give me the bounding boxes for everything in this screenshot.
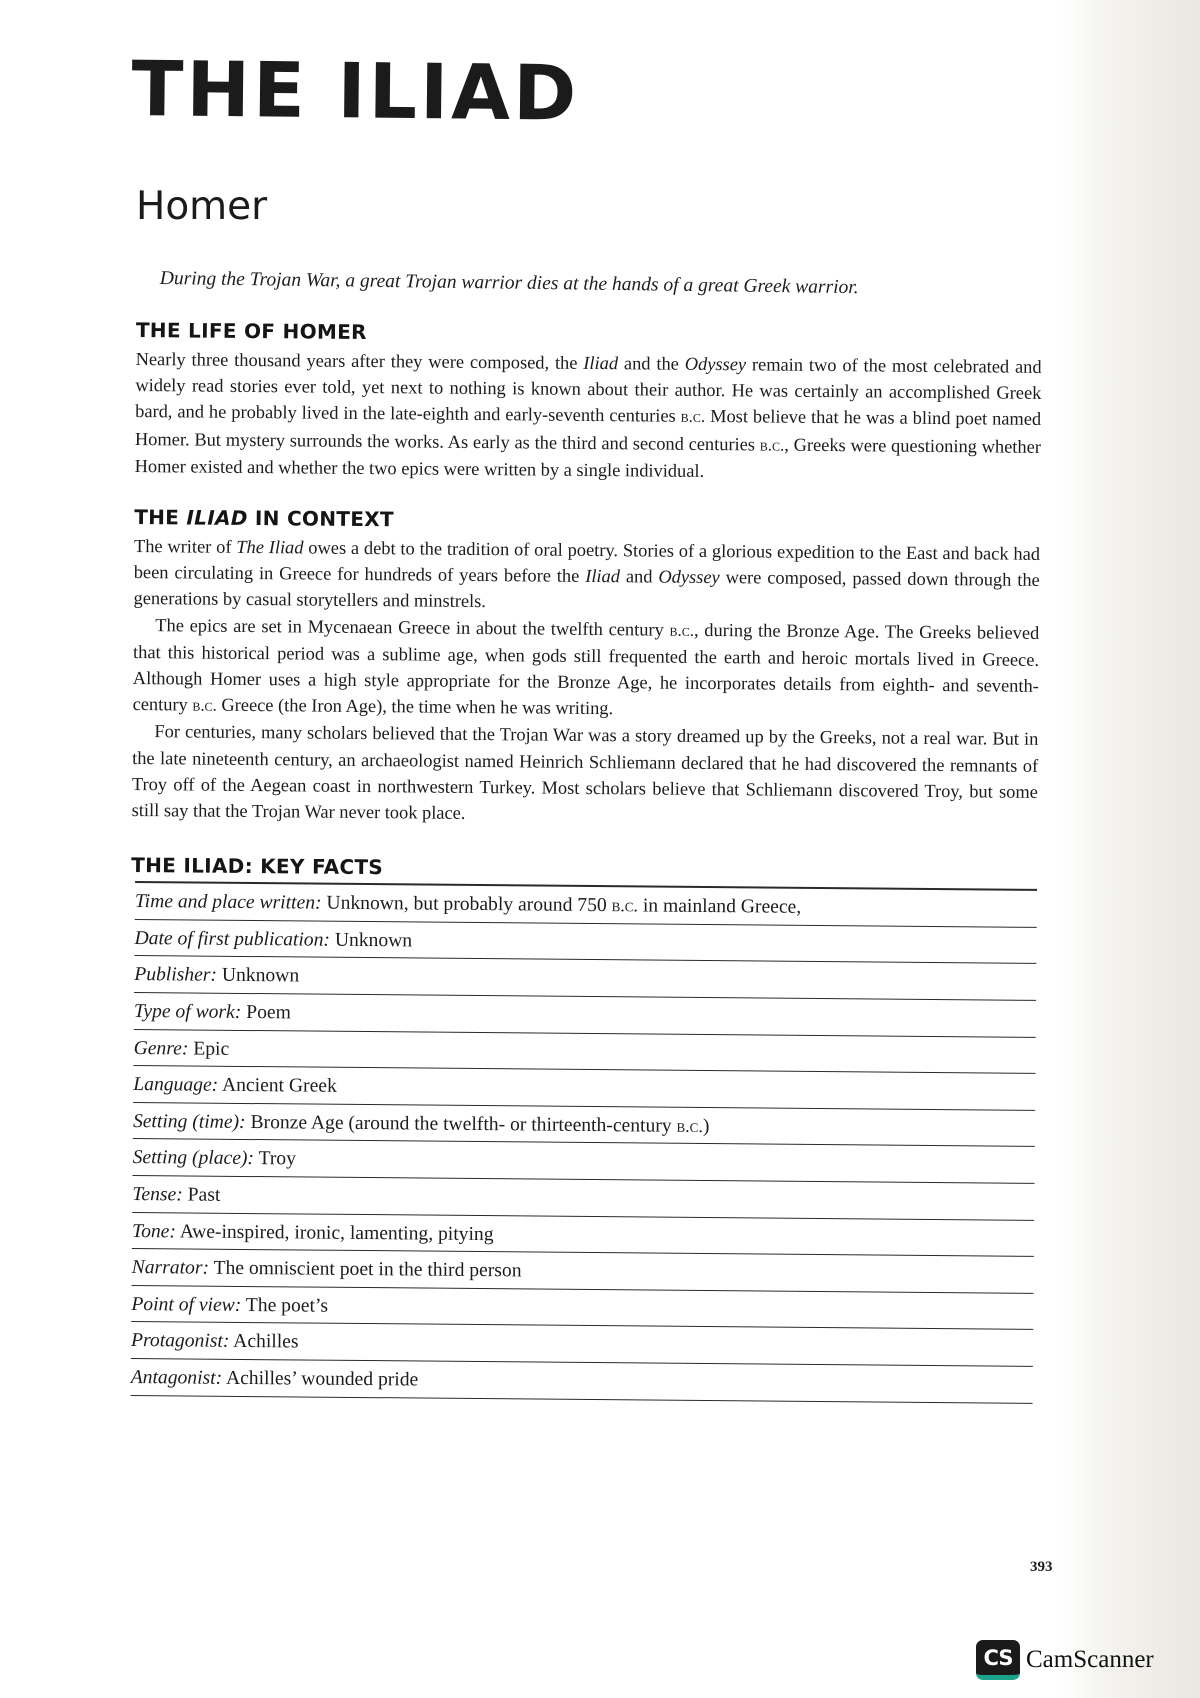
- key-fact-label: Date of first publication:: [134, 927, 331, 951]
- iliad-in-context-heading: THE ILIAD IN CONTEXT: [134, 505, 394, 532]
- key-fact-label: Language:: [133, 1074, 219, 1096]
- key-fact-value: Awe-inspired, ironic, lamenting, pitying: [175, 1220, 494, 1245]
- main-content: [127, 318, 1042, 1403]
- key-facts-heading: THE ILIAD: KEY FACTS: [131, 853, 384, 880]
- context-paragraph-3: For centuries, many scholars believed that the Trojan War was a story dreamed up by the Greeks, not a real war. But in the late nineteenth century, an archaeologist named Heinrich Schliemann declared that he had discovered the remnants of Troy off of the Aegean coast in northwestern Turkey. Most scholars believe that Schliemann discovered Troy, but some still say that the Trojan War never took place.: [131, 721, 1039, 823]
- key-fact-value: Poem: [241, 1001, 291, 1024]
- key-fact-label: Genre:: [133, 1037, 189, 1060]
- camscanner-logo-icon: CS: [976, 1640, 1020, 1680]
- key-fact-label: Tone:: [131, 1220, 177, 1242]
- key-fact-label: Narrator:: [131, 1257, 210, 1279]
- iliad-in-context-section: [132, 505, 1041, 831]
- key-fact-label: Tense:: [132, 1184, 183, 1206]
- camscanner-watermark: [976, 1640, 1154, 1680]
- key-fact-label: Time and place written:: [134, 891, 322, 914]
- key-fact-label: Setting (place):: [132, 1147, 255, 1170]
- key-fact-label: Protagonist:: [130, 1330, 230, 1353]
- key-fact-value: Bronze Age (around the twelfth- or thirteenth-century: [245, 1111, 677, 1137]
- key-facts-section: [127, 853, 1038, 1403]
- key-fact-label: Antagonist:: [130, 1366, 223, 1389]
- key-fact-label: Point of view:: [131, 1293, 242, 1316]
- key-fact-row: [131, 1359, 1033, 1403]
- key-facts-list: [127, 883, 1037, 1403]
- life-of-homer-paragraph: Nearly three thousand years after they were composed, the Iliad and the Odyssey remain two of the most celebrated and widely read stories ever told, yet next to nothing is known about their author. He was certainly an accomplished Greek bard, and he probably lived in the late-eighth and early-seventh centuries b.c. Most believe that he was a blind poet named Homer. But mystery surrounds the works. As early as the third and second centuries b.c., Greeks were questioning whether Homer existed and whether the two epics were written by a single individual.: [134, 348, 1042, 481]
- epigraph: During the Trojan War, a great Trojan warrior dies at the hands of a great Greek warrior.: [159, 268, 859, 299]
- key-fact-value: Unknown, but probably around 750: [321, 892, 612, 917]
- key-fact-value: The poet’s: [241, 1294, 329, 1317]
- life-of-homer-section: [135, 318, 1042, 487]
- key-fact-value: Unknown: [329, 929, 413, 952]
- camscanner-label: CamScanner: [1026, 1646, 1154, 1673]
- context-paragraph-1: The writer of The Iliad owes a debt to the tradition of oral poetry. Stories of a glorious expedition to the East and back had been circulating in Greece for hundreds of years before the Iliad and Odyssey were composed, passed down through the generations by casual storytellers and minstrels.: [133, 536, 1041, 612]
- key-fact-value: Achilles: [229, 1331, 299, 1353]
- key-fact-value: Past: [182, 1184, 221, 1206]
- page-number: 393: [1030, 1559, 1053, 1575]
- key-fact-value: Unknown: [216, 965, 300, 987]
- life-of-homer-heading: THE LIFE OF HOMER: [135, 318, 367, 345]
- key-fact-label: Publisher:: [134, 964, 218, 987]
- key-fact-value-suffix: in mainland Greece,: [637, 895, 802, 919]
- key-fact-value: Achilles’ wounded pride: [222, 1367, 419, 1391]
- key-fact-value-era: b.c.: [611, 895, 639, 916]
- context-paragraph-2: The epics are set in Mycenaean Greece in about the twelfth century b.c., during the Bronze Age. The Greeks believed that this historical period was a sublime age, when gods still frequented the earth and heroic mortals lived in Greece. Although Homer uses a high style appropriate for the Bronze Age, he incorporates details from eighth- and seventh-century b.c. Greece (the Iron Age), the time when he was writing.: [132, 614, 1040, 719]
- key-fact-label: Type of work:: [133, 1001, 242, 1023]
- author-name: Homer: [136, 184, 268, 229]
- key-fact-value: Ancient Greek: [218, 1074, 337, 1097]
- page-title: THE ILIAD: [131, 44, 580, 138]
- key-fact-value: The omniscient poet in the third person: [208, 1257, 522, 1282]
- key-fact-value: Epic: [188, 1038, 230, 1060]
- key-fact-label: Setting (time):: [132, 1110, 246, 1133]
- key-fact-value-era: b.c.: [676, 1115, 703, 1136]
- key-fact-value: Troy: [253, 1148, 297, 1170]
- key-fact-value-suffix: ): [702, 1115, 710, 1137]
